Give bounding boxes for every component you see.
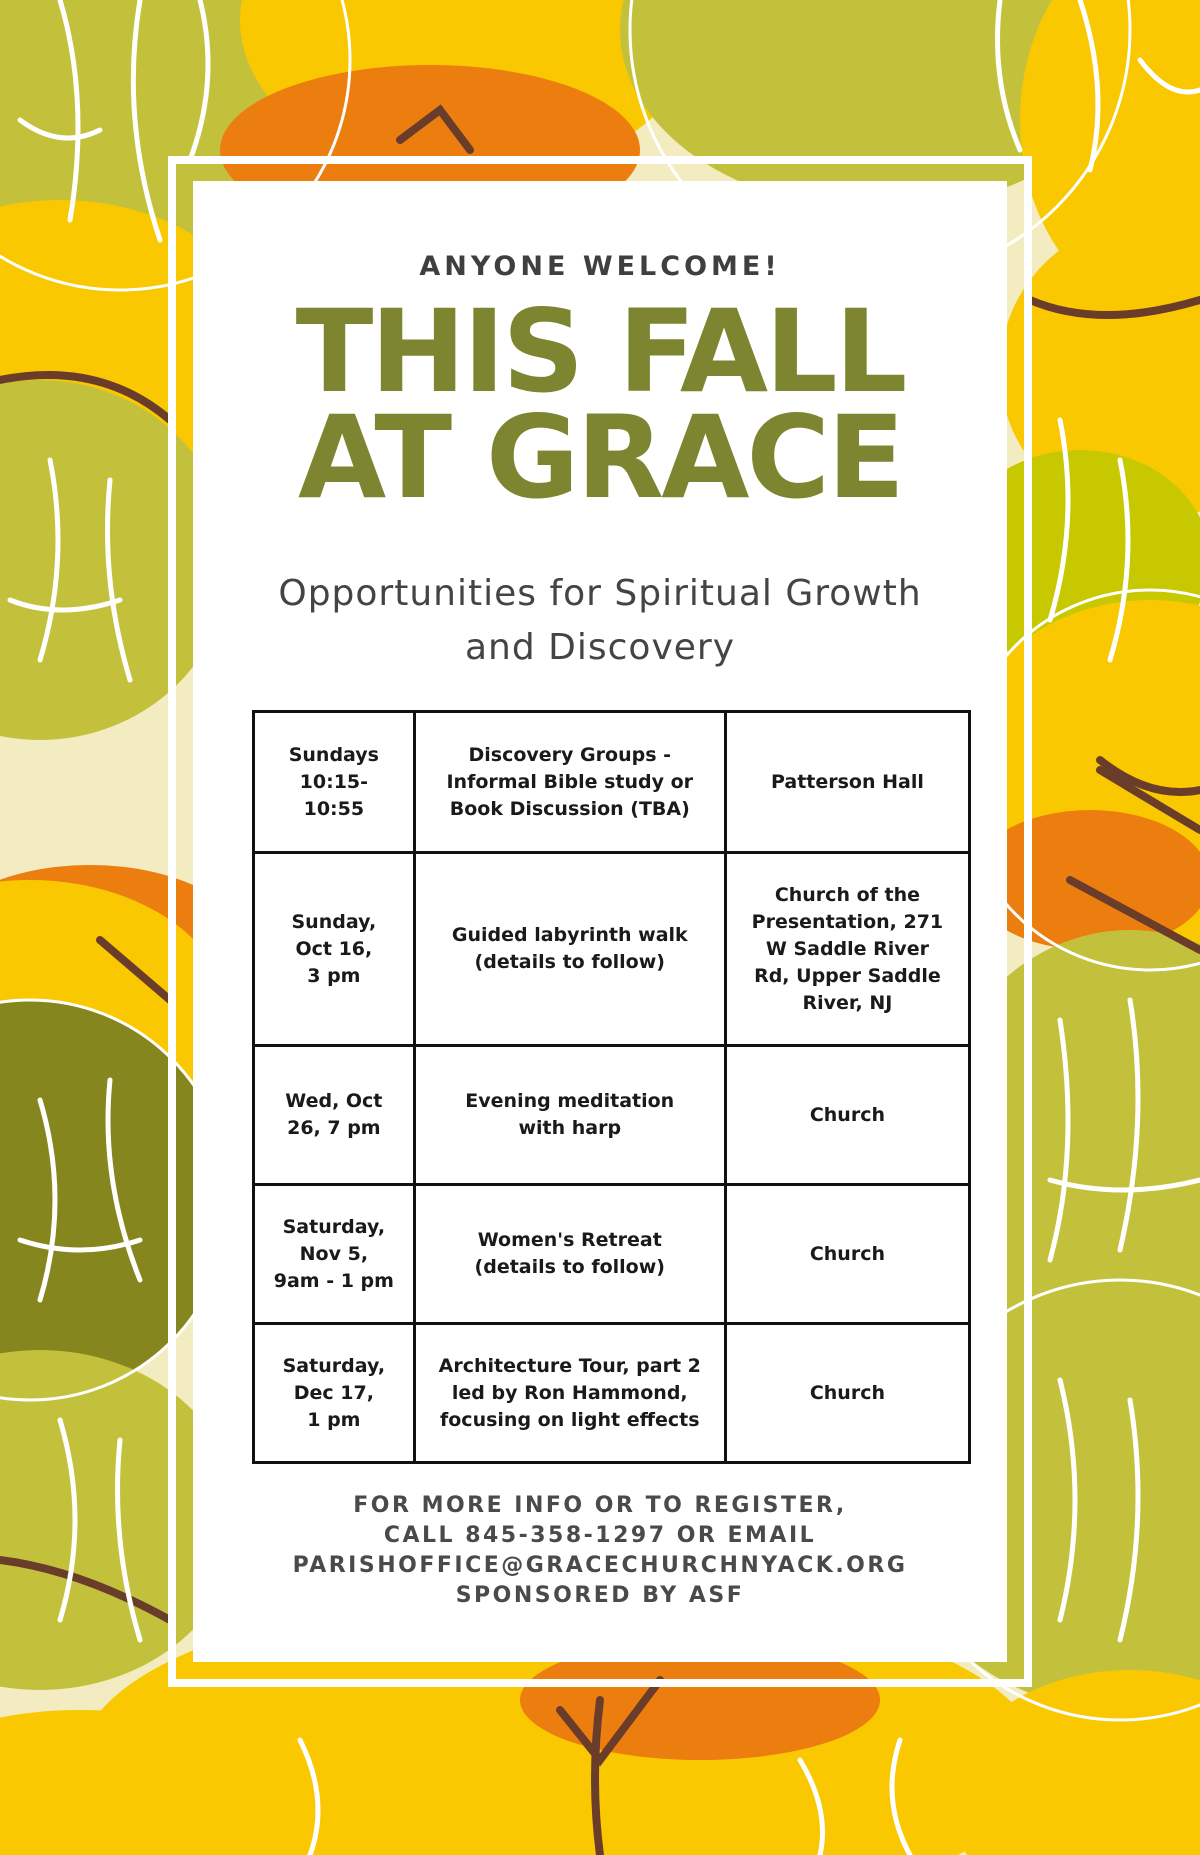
when-text-line: 26, 7 pm: [287, 1117, 381, 1139]
what-text-line: Architecture Tour, part 2: [438, 1354, 701, 1377]
cell-when: [254, 712, 415, 853]
what-text-line: focusing on light effects: [439, 1408, 700, 1431]
cell-where: [725, 1046, 969, 1185]
cell-what: [414, 1046, 725, 1185]
cell-when: [254, 1185, 415, 1324]
table-row: [254, 1324, 970, 1463]
when-text-line: Sunday,: [291, 910, 377, 933]
when-text-line: Oct 16,: [295, 937, 373, 960]
what-text-line: Book Discussion (TBA): [449, 797, 690, 820]
what-text-line: led by Ron Hammond,: [451, 1381, 688, 1404]
when-text-line: 9am - 1 pm: [273, 1269, 394, 1292]
where-text-line: Church: [809, 1381, 885, 1404]
when-text-line: 1 pm: [307, 1408, 361, 1431]
when-text-line: 10:15-: [299, 770, 369, 793]
subtitle-line-2: and Discovery: [464, 627, 736, 668]
table-row: [254, 1046, 970, 1185]
what-text-line: (details to follow): [474, 1256, 665, 1278]
what-text-line: Guided labyrinth walk: [451, 924, 688, 946]
cell-when: [254, 853, 415, 1046]
cell-what: [414, 1185, 725, 1324]
title-line-2: AT GRACE: [298, 391, 902, 524]
table-row: [254, 853, 970, 1046]
what-text-line: Women's Retreat: [477, 1229, 662, 1251]
what-text-line: Discovery Groups -: [468, 743, 672, 766]
where-text-line: Patterson Hall: [770, 770, 924, 793]
when-text-line: Dec 17,: [293, 1381, 374, 1404]
where-text-line: River, NJ: [802, 991, 893, 1014]
when-text-line: Wed, Oct: [285, 1090, 383, 1112]
what-text-line: (details to follow): [474, 951, 665, 973]
cell-what: [414, 1324, 725, 1463]
what-text-line: Informal Bible study or: [446, 770, 694, 793]
where-text-line: Rd, Upper Saddle: [754, 964, 941, 987]
when-text-line: Nov 5,: [299, 1242, 369, 1265]
where-text-line: Church: [809, 1242, 885, 1265]
when-text-line: Sundays: [288, 743, 379, 766]
when-text-line: Saturday,: [282, 1354, 386, 1377]
cell-what: [414, 853, 725, 1046]
footer-line-2: CALL 845-358-1297 OR EMAIL: [383, 1523, 817, 1548]
cell-where: [725, 1324, 969, 1463]
contact-footer: [193, 1491, 1007, 1611]
where-text-line: W Saddle River: [765, 937, 929, 960]
where-text-line: Church: [809, 1103, 885, 1126]
cell-where: [725, 1185, 969, 1324]
subtitle: [233, 567, 967, 675]
what-text-line: Evening meditation: [465, 1090, 675, 1112]
where-text-line: Presentation, 271: [751, 910, 944, 933]
table-row: [254, 712, 970, 853]
footer-email: PARISHOFFICE@GRACECHURCHNYACK.ORG: [292, 1553, 908, 1578]
cell-what: [414, 712, 725, 853]
footer-line-1: FOR MORE INFO OR TO REGISTER,: [353, 1493, 847, 1518]
cell-where: [725, 853, 969, 1046]
where-text-line: Church of the: [774, 883, 921, 906]
when-text-line: 3 pm: [307, 964, 361, 987]
when-text-line: 10:55: [303, 797, 365, 820]
what-text-line: with harp: [518, 1117, 622, 1139]
cell-where: [725, 712, 969, 853]
when-text-line: Saturday,: [282, 1215, 386, 1238]
cell-when: [254, 1324, 415, 1463]
welcome-heading: ANYONE WELCOME!: [419, 251, 781, 282]
table-row: [254, 1185, 970, 1324]
page-title: [193, 285, 1007, 524]
flyer-card: [193, 181, 1007, 1662]
schedule-table: [252, 710, 971, 1464]
footer-sponsor: SPONSORED BY ASF: [455, 1583, 745, 1608]
cell-when: [254, 1046, 415, 1185]
title-line-1: THIS FALL: [295, 285, 905, 418]
subtitle-line-1: Opportunities for Spiritual Growth: [278, 573, 922, 614]
